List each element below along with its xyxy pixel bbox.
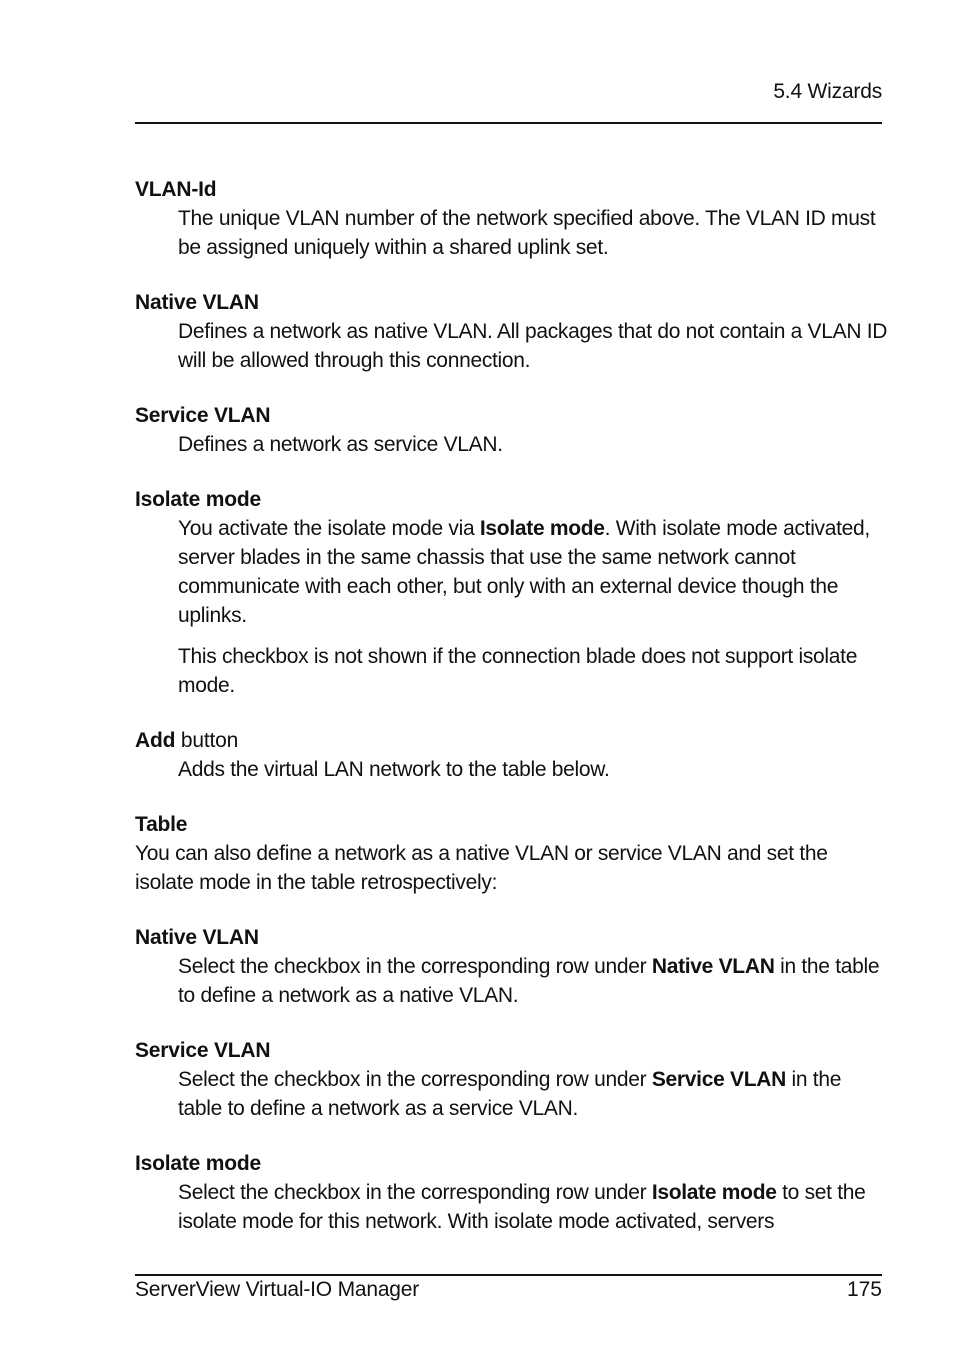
text-run: in the table to define a network as a service VLAN.	[178, 1068, 842, 1120]
term-table: Table	[135, 813, 188, 836]
desc-service-vlan: Defines a network as service VLAN.	[178, 433, 503, 456]
definition-service-vlan	[135, 401, 890, 459]
page-number: 175	[846, 1278, 882, 1301]
term-add-button	[135, 726, 890, 755]
emphasis-service-vlan: Service VLAN	[651, 1068, 786, 1091]
term-table-service-vlan: Service VLAN	[135, 1039, 271, 1062]
text-run: Select the checkbox in the corresponding row under	[178, 955, 652, 978]
desc-isolate-mode-p1	[178, 514, 890, 630]
table-section	[135, 810, 890, 897]
running-header-section: 5.4 Wizards	[773, 80, 882, 103]
text-run: to set the isolate mode for this network. With isolate mode activated, servers	[178, 1181, 866, 1233]
term-service-vlan: Service VLAN	[135, 404, 271, 427]
desc-table-native-vlan	[178, 952, 890, 1010]
emphasis-isolate-mode: Isolate mode	[479, 517, 605, 540]
term-vlan-id: VLAN-Id	[135, 178, 217, 201]
header-rule	[135, 122, 882, 124]
text-run: Select the checkbox in the corresponding row under	[178, 1181, 652, 1204]
emphasis-isolate-mode: Isolate mode	[651, 1181, 777, 1204]
text-run: in the table to define a network as a native VLAN.	[178, 955, 880, 1007]
text-run: . With isolate mode activated, server blades in the same chassis that use the same network cannot communicate with each other, but only with an external device though the uplinks.	[178, 517, 870, 627]
definition-vlan-id	[135, 175, 890, 262]
definition-isolate-mode	[135, 485, 890, 700]
table-item-service-vlan	[135, 1036, 890, 1123]
desc-add-button: Adds the virtual LAN network to the table below.	[178, 758, 610, 781]
running-footer-title: ServerView Virtual-IO Manager	[135, 1278, 420, 1301]
desc-isolate-mode-p2: This checkbox is not shown if the connection blade does not support isolate mode.	[178, 645, 858, 697]
emphasis-native-vlan: Native VLAN	[651, 955, 775, 978]
text-run: Select the checkbox in the corresponding row under	[178, 1068, 652, 1091]
definition-add-button	[135, 726, 890, 784]
page-content	[135, 175, 890, 1262]
table-intro: You can also define a network as a native VLAN or service VLAN and set the isolate mode in the table retrospectively:	[135, 842, 828, 894]
term-add-plain: button	[175, 729, 239, 752]
desc-table-service-vlan	[178, 1065, 890, 1123]
text-run: You activate the isolate mode via	[178, 517, 480, 540]
term-table-native-vlan: Native VLAN	[135, 926, 259, 949]
term-isolate-mode: Isolate mode	[135, 488, 261, 511]
desc-vlan-id: The unique VLAN number of the network specified above. The VLAN ID must be assigned uniquely within a shared uplink set.	[178, 207, 876, 259]
footer-rule	[135, 1274, 882, 1276]
term-native-vlan: Native VLAN	[135, 291, 259, 314]
definition-native-vlan	[135, 288, 890, 375]
table-item-isolate-mode	[135, 1149, 890, 1236]
term-table-isolate-mode: Isolate mode	[135, 1152, 261, 1175]
term-add-bold: Add	[135, 729, 176, 752]
table-item-native-vlan	[135, 923, 890, 1010]
desc-table-isolate-mode	[178, 1178, 890, 1236]
desc-native-vlan: Defines a network as native VLAN. All packages that do not contain a VLAN ID will be allowed through this connection.	[178, 320, 888, 372]
